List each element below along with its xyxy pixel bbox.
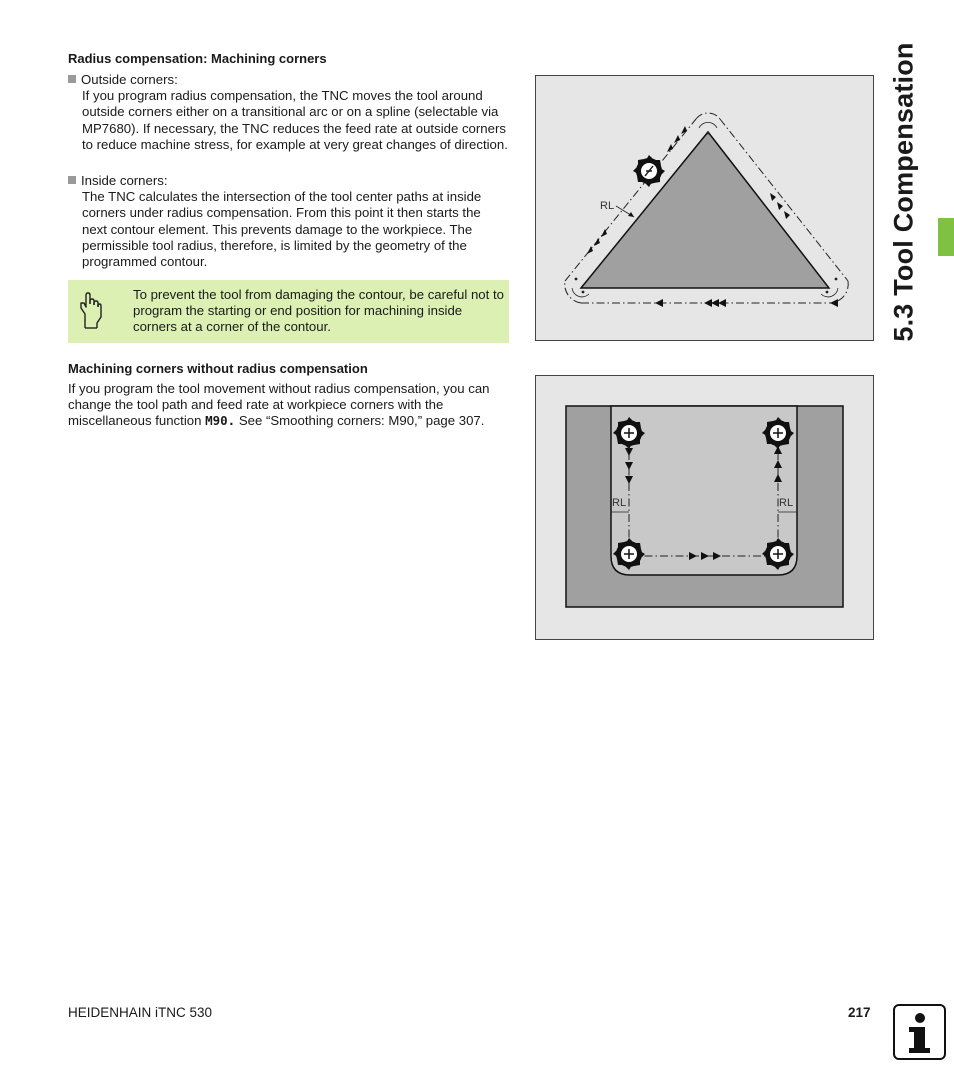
heading-machining-corners: Radius compensation: Machining corners xyxy=(68,51,327,66)
chapter-title xyxy=(864,42,944,342)
pocket-rl-right-label: RL xyxy=(779,497,794,509)
bullet-label: Inside corners: xyxy=(81,173,168,188)
pocket-diagram xyxy=(536,376,873,639)
figure-triangle xyxy=(535,75,874,341)
bullet-text: If you program radius compensation, the TNC moves the tool around outside corners either on a transitional arc or on a spline (selectable via MP7680). If necessary, the TNC reduces the feed rate at outside corners to reduce machine stress, for example at very great changes of direction. xyxy=(82,88,508,152)
footer-product: HEIDENHAIN iTNC 530 xyxy=(68,1005,213,1020)
paragraph-text-after: See “Smoothing corners: M90,” page 307. xyxy=(235,413,485,429)
figure-pocket xyxy=(535,375,874,640)
bullet-square-icon xyxy=(68,75,76,83)
page-number: 217 xyxy=(848,1005,871,1020)
bullet-inside-corners xyxy=(68,173,508,270)
note-box xyxy=(68,280,509,343)
bullet-text: The TNC calculates the intersection of the tool center paths at inside corners under radius compensation. From this point it then starts the next contour element. This prevents damage to the workpiece. The permissible tool radius, therefore, is limited by the geometry of the programmed contour. xyxy=(82,189,482,270)
chapter-title-text: 5.3 Tool Compensation xyxy=(888,42,919,342)
pocket-rl-left-label: RL xyxy=(612,497,627,509)
paragraph-m90 xyxy=(68,381,510,430)
milling-cutter-icon xyxy=(633,155,665,187)
info-icon xyxy=(893,1004,946,1060)
paragraph-text-before: If you program the tool movement without radius compensation, you can change the tool path and feed rate at workpiece corners with the miscellaneous function xyxy=(68,381,490,429)
bullet-square-icon xyxy=(68,176,76,184)
pointing-hand-icon xyxy=(76,292,102,335)
bullet-label: Outside corners: xyxy=(81,72,178,87)
triangle-diagram xyxy=(536,76,873,340)
code-m90: M90. xyxy=(205,413,236,429)
triangle-rl-label: RL xyxy=(600,200,615,212)
heading-without-compensation: Machining corners without radius compensation xyxy=(68,361,368,376)
bullet-outside-corners xyxy=(68,72,508,153)
note-text: To prevent the tool from damaging the contour, be careful not to program the starting or end position for machining inside corners at a corner of the contour. xyxy=(133,287,504,335)
